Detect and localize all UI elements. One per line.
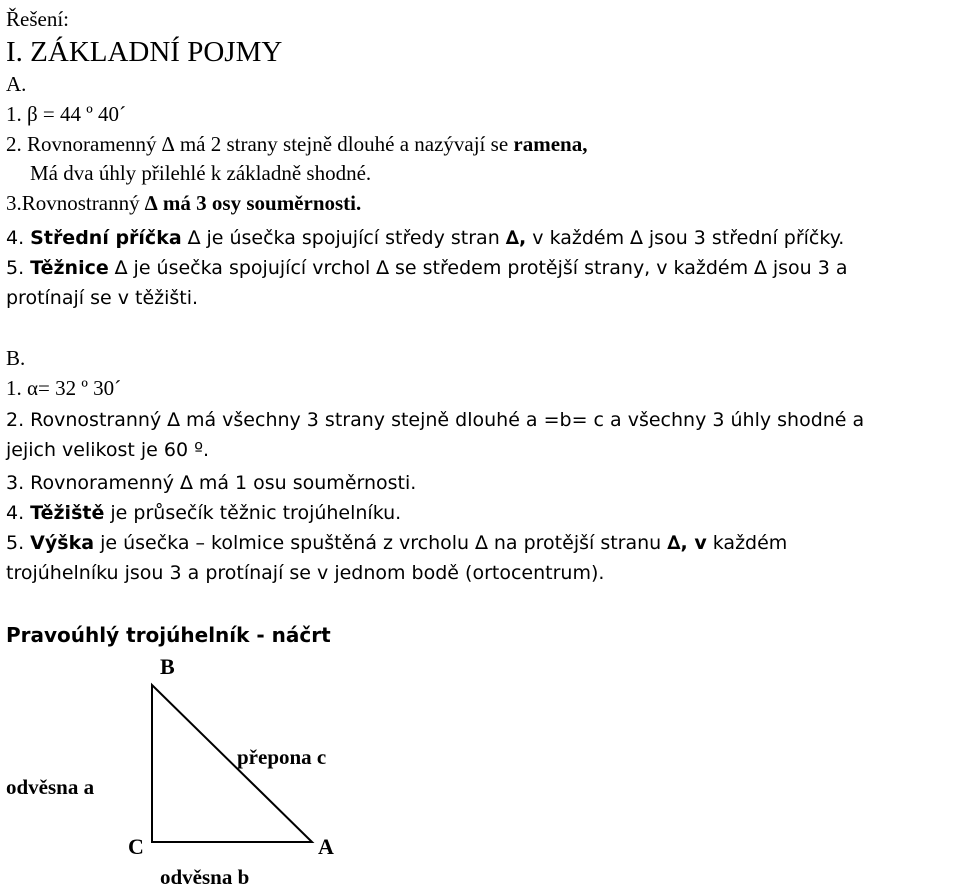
solution-heading: Řešení: — [6, 7, 69, 31]
part-b-item-2-cont: jejich velikost je 60 º. — [6, 439, 210, 461]
part-b-item-3: 3. Rovnoramenný ∆ má 1 osu souměrnosti. — [6, 472, 417, 494]
part-b-item-2: 2. Rovnostranný ∆ má všechny 3 strany stejně dlouhé a =b= c a všechny 3 úhly shodné a — [6, 409, 865, 431]
term-teznice: Těžnice — [30, 257, 109, 279]
text: 4. — [6, 227, 31, 249]
text: ∆ je úsečka spojující vrchol ∆ se středem protější strany, v každém ∆ jsou 3 a — [108, 257, 848, 279]
leg-a-label: odvěsna a — [6, 775, 95, 799]
text: v každém ∆ jsou 3 střední příčky. — [526, 227, 845, 249]
term-stredni-pricka: Střední příčka — [30, 227, 182, 249]
text: 5. — [6, 257, 31, 279]
bold-text: ∆, — [505, 227, 527, 249]
term-ramena: ramena, — [513, 132, 588, 156]
part-a-item-2-cont: Má dva úhly přilehlé k základně shodné. — [30, 161, 372, 185]
text: 2. Rovnoramenný ∆ má 2 strany stejně dlouhé a nazývají se — [6, 132, 514, 156]
text: ∆ je úsečka spojující středy stran — [181, 227, 506, 249]
bold-text: ∆, v — [667, 532, 707, 554]
text: 3.Rovnostranný — [6, 191, 145, 215]
part-a-label: A. — [6, 72, 27, 96]
text: každém — [706, 532, 788, 554]
vertex-b-label: B — [160, 654, 175, 679]
term-vyska: Výška — [30, 532, 95, 554]
diagram-title: Pravoúhlý trojúhelník - náčrt — [6, 623, 331, 647]
hypotenuse-label: přepona c — [237, 745, 327, 769]
text: 5. — [6, 532, 31, 554]
leg-b-label: odvěsna b — [160, 865, 250, 889]
text: je úsečka – kolmice spuštěná z vrcholu ∆ na protější stranu — [94, 532, 668, 554]
text: 4. — [6, 502, 31, 524]
part-a-item-1: 1. β = 44 º 40´ — [6, 102, 127, 126]
part-b-label: B. — [6, 346, 26, 370]
part-b-item-5-cont: trojúhelníku jsou 3 a protínají se v jednom bodě (ortocentrum). — [6, 562, 605, 584]
section-title: I. ZÁKLADNÍ POJMY — [6, 36, 283, 68]
vertex-c-label: C — [128, 834, 144, 859]
bold-text: ∆ má 3 osy souměrnosti. — [144, 191, 362, 215]
vertex-a-label: A — [318, 834, 334, 859]
part-a-item-5-cont: protínají se v těžišti. — [6, 287, 199, 309]
part-b-item-1: 1. α= 32 º 30´ — [6, 376, 122, 400]
text: je průsečík těžnic trojúhelníku. — [104, 502, 402, 524]
term-teziste: Těžiště — [30, 502, 105, 524]
